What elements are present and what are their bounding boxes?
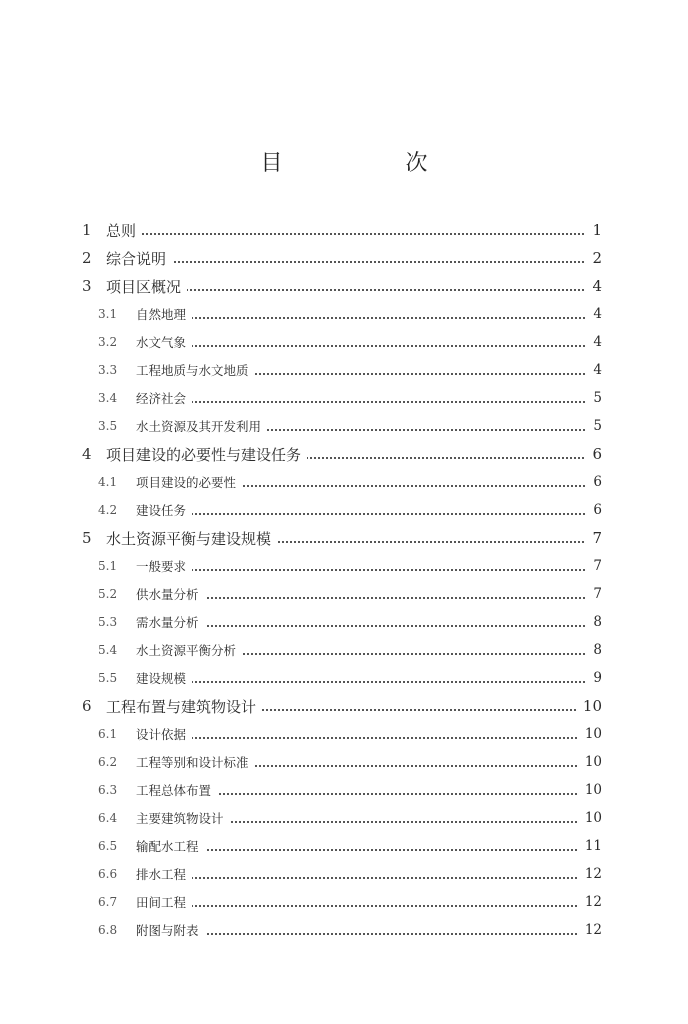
toc-entry-number: 5.3: [98, 615, 118, 629]
toc-dot-leader: [140, 568, 592, 571]
toc-entry[interactable]: [0, 776, 688, 804]
toc-entry-number: 1: [82, 221, 92, 239]
toc-entry[interactable]: [0, 888, 688, 916]
toc-entry-page: 5: [586, 418, 602, 434]
toc-entry[interactable]: [0, 496, 688, 524]
toc-dot-leader: [140, 316, 592, 319]
toc-entry-title: 自然地理: [136, 305, 192, 323]
toc-entry-page: 4: [586, 306, 602, 322]
toc-entry-number: 2: [82, 249, 92, 267]
toc-entry-page: 10: [579, 726, 602, 742]
toc-entry[interactable]: [0, 692, 688, 720]
toc-entry-page: 7: [586, 529, 602, 547]
toc-entry-page: 6: [586, 474, 602, 490]
toc-entry-title: 水土资源及其开发利用: [136, 417, 267, 435]
toc-entry[interactable]: [0, 748, 688, 776]
toc-entry-title: 设计依据: [136, 725, 192, 743]
toc-entry-number: 3.4: [98, 391, 118, 405]
toc-entry-page: 9: [586, 670, 602, 686]
toc-entry[interactable]: [0, 580, 688, 608]
toc-dot-leader: [140, 344, 592, 347]
toc-entry-title: 田间工程: [136, 893, 192, 911]
toc-entry[interactable]: [0, 916, 688, 944]
toc-entry-page: 4: [586, 277, 602, 295]
toc-entry-page: 6: [586, 502, 602, 518]
toc-entry-page: 10: [579, 782, 602, 798]
toc-entry[interactable]: [0, 412, 688, 440]
toc-entry-title: 建设规模: [136, 669, 192, 687]
toc-entry-title: 工程布置与建筑物设计: [106, 696, 262, 717]
toc-entry-page: 12: [579, 866, 602, 882]
toc-entry-number: 3.1: [98, 307, 118, 321]
toc-dot-leader: [110, 260, 592, 263]
toc-entry-number: 3.5: [98, 419, 118, 433]
toc-entry-page: 4: [586, 362, 602, 378]
toc-entry-title: 项目建设的必要性: [136, 473, 242, 491]
toc-entry-page: 2: [586, 249, 602, 267]
toc-entry[interactable]: [0, 636, 688, 664]
toc-entry-title: 水文气象: [136, 333, 192, 351]
toc-entry[interactable]: [0, 356, 688, 384]
toc-entry[interactable]: [0, 832, 688, 860]
toc-entry[interactable]: [0, 720, 688, 748]
toc-entry-page: 5: [586, 390, 602, 406]
toc-dot-leader: [110, 232, 592, 235]
toc-dot-leader: [140, 848, 592, 851]
toc-dot-leader: [140, 736, 592, 739]
toc-entry-page: 12: [579, 894, 602, 910]
toc-dot-leader: [140, 876, 592, 879]
toc-entry-number: 3: [82, 277, 92, 295]
toc-entry-title: 输配水工程: [136, 837, 205, 855]
toc-dot-leader: [140, 932, 592, 935]
toc-entry[interactable]: [0, 468, 688, 496]
toc-entry-title: 主要建筑物设计: [136, 809, 230, 827]
toc-entry[interactable]: [0, 440, 688, 468]
toc-entry[interactable]: [0, 524, 688, 552]
toc-entry[interactable]: [0, 244, 688, 272]
toc-dot-leader: [140, 512, 592, 515]
toc-entry-page: 12: [579, 922, 602, 938]
toc-entry-title: 一般要求: [136, 557, 192, 575]
toc-entry-number: 6.3: [98, 783, 118, 797]
toc-entry[interactable]: [0, 804, 688, 832]
toc-entry-title: 排水工程: [136, 865, 192, 883]
table-of-contents: [0, 216, 688, 944]
toc-entry-title: 工程等别和设计标准: [136, 753, 255, 771]
toc-entry-number: 4.1: [98, 475, 118, 489]
toc-entry-page: 7: [586, 586, 602, 602]
toc-entry[interactable]: [0, 608, 688, 636]
page-title: 目 次: [260, 151, 486, 176]
toc-entry-page: 1: [586, 221, 602, 239]
toc-entry-page: 10: [579, 810, 602, 826]
toc-entry-title: 需水量分析: [136, 613, 205, 631]
toc-entry-title: 水土资源平衡分析: [136, 641, 242, 659]
toc-entry-page: 11: [579, 838, 602, 854]
toc-dot-leader: [140, 624, 592, 627]
toc-entry-page: 8: [586, 642, 602, 658]
toc-entry[interactable]: [0, 664, 688, 692]
toc-entry-title: 项目区概况: [106, 276, 187, 297]
toc-entry-number: 5.5: [98, 671, 118, 685]
toc-entry-number: 6.8: [98, 923, 118, 937]
toc-entry-page: 7: [586, 558, 602, 574]
toc-entry-page: 8: [586, 614, 602, 630]
toc-entry[interactable]: [0, 552, 688, 580]
toc-entry-page: 4: [586, 334, 602, 350]
toc-dot-leader: [140, 904, 592, 907]
toc-entry-page: 6: [586, 445, 602, 463]
toc-entry-title: 综合说明: [106, 248, 172, 269]
toc-entry-number: 6.7: [98, 895, 118, 909]
toc-entry-page: 10: [577, 697, 602, 715]
toc-entry[interactable]: [0, 384, 688, 412]
toc-entry-title: 项目建设的必要性与建设任务: [106, 444, 307, 465]
toc-entry-number: 5.2: [98, 587, 118, 601]
toc-entry-number: 5.4: [98, 643, 118, 657]
toc-entry-page: 10: [579, 754, 602, 770]
toc-entry-number: 6.1: [98, 727, 118, 741]
toc-entry-title: 经济社会: [136, 389, 192, 407]
toc-dot-leader: [140, 596, 592, 599]
toc-dot-leader: [140, 400, 592, 403]
toc-entry[interactable]: [0, 300, 688, 328]
toc-entry[interactable]: [0, 328, 688, 356]
toc-dot-leader: [140, 680, 592, 683]
toc-entry-number: 6.5: [98, 839, 118, 853]
toc-entry-title: 附图与附表: [136, 921, 205, 939]
toc-entry-number: 4: [82, 445, 92, 463]
toc-entry-number: 5: [82, 529, 92, 547]
toc-entry-number: 6: [82, 697, 92, 715]
toc-entry-title: 水土资源平衡与建设规模: [106, 528, 277, 549]
toc-entry[interactable]: [0, 272, 688, 300]
toc-entry-title: 供水量分析: [136, 585, 205, 603]
toc-entry-title: 总则: [106, 220, 142, 241]
toc-entry-number: 6.2: [98, 755, 118, 769]
toc-entry-title: 建设任务: [136, 501, 192, 519]
toc-entry-number: 3.2: [98, 335, 118, 349]
toc-entry-number: 6.6: [98, 867, 118, 881]
toc-entry-number: 3.3: [98, 363, 118, 377]
toc-entry-number: 4.2: [98, 503, 118, 517]
toc-entry[interactable]: [0, 860, 688, 888]
toc-entry-title: 工程总体布置: [136, 781, 217, 799]
toc-entry-title: 工程地质与水文地质: [136, 361, 255, 379]
toc-entry-number: 5.1: [98, 559, 118, 573]
toc-entry-number: 6.4: [98, 811, 118, 825]
toc-entry[interactable]: [0, 216, 688, 244]
